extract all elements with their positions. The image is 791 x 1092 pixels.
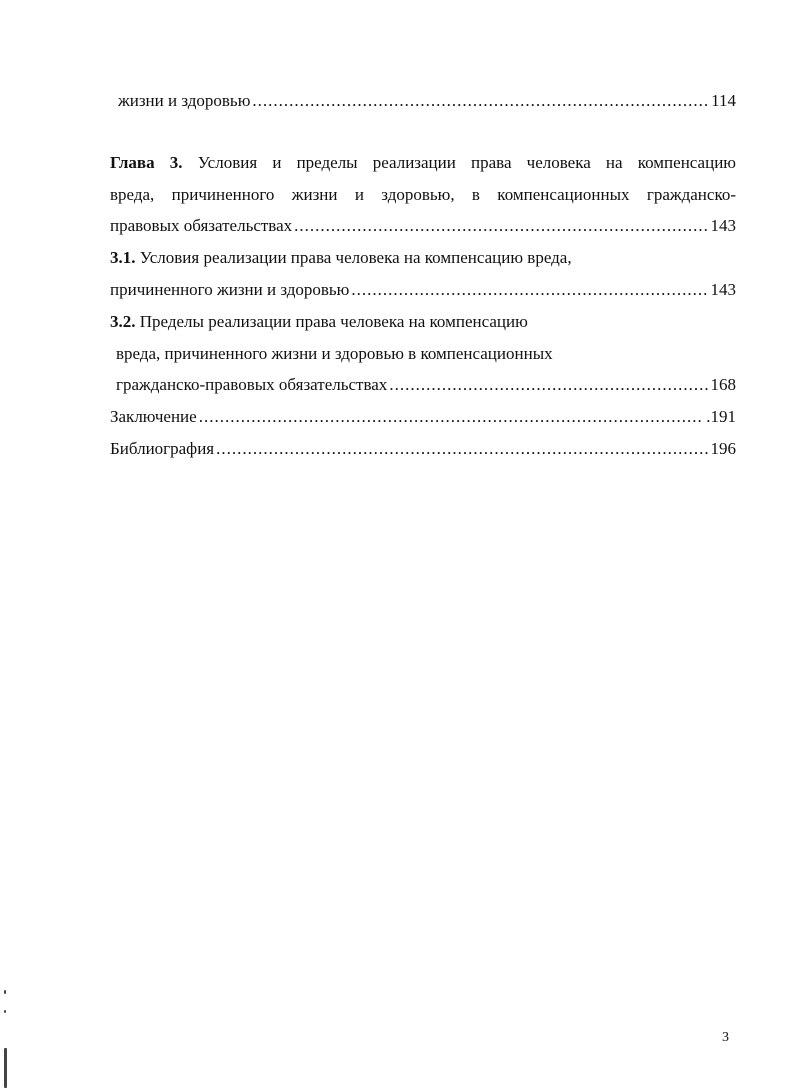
page-number: 3 bbox=[722, 1030, 729, 1045]
chapter-label: Глава 3. bbox=[110, 153, 183, 172]
toc-page-number: 196 bbox=[710, 439, 736, 458]
section-label: 3.1. bbox=[110, 248, 136, 267]
toc-section-3-2-line-1 bbox=[110, 309, 736, 335]
toc-leader-dots bbox=[216, 436, 708, 462]
scan-artifact bbox=[4, 1048, 7, 1088]
toc-leader-dots bbox=[252, 88, 709, 114]
toc-section-3-1-line-2 bbox=[110, 277, 736, 303]
section-title-part-3: гражданско-правовых обязательствах bbox=[116, 375, 388, 394]
toc-section-3-2-line-3 bbox=[116, 372, 736, 398]
toc-entry-bibliography bbox=[110, 436, 736, 462]
scan-artifact bbox=[4, 990, 6, 994]
chapter-title-part-2: вреда, причиненного жизни и здоровью, в компенсационных гражданско- bbox=[110, 185, 736, 204]
chapter-title-part-1: Условия и пределы реализации права человека на компенсацию bbox=[182, 153, 736, 172]
toc-page-number: 114 bbox=[711, 91, 736, 110]
toc-entry-life-health bbox=[118, 88, 736, 114]
section-title-part-2: вреда, причиненного жизни и здоровью в компенсационных bbox=[116, 344, 553, 363]
section-title-part-2: причиненного жизни и здоровью bbox=[110, 280, 350, 299]
toc-leader-dots bbox=[294, 213, 708, 239]
toc-entry-text: жизни и здоровью bbox=[118, 91, 251, 110]
section-title-part-1: Пределы реализации права человека на компенсацию bbox=[135, 312, 528, 331]
toc-page-number: .191 bbox=[706, 407, 736, 426]
section-label: 3.2. bbox=[110, 312, 136, 331]
chapter-title-part-3: правовых обязательствах bbox=[110, 216, 293, 235]
toc-chapter-3-line-2 bbox=[110, 182, 736, 208]
toc-entry-text: Библиография bbox=[110, 439, 215, 458]
toc-chapter-3-line-1 bbox=[110, 150, 736, 176]
toc-page-number: 143 bbox=[710, 216, 736, 235]
toc-page-number: 143 bbox=[710, 280, 736, 299]
toc-section-3-1-line-1 bbox=[110, 245, 736, 271]
section-title-part-1: Условия реализации права человека на компенсацию вреда, bbox=[135, 248, 572, 267]
toc-entry-conclusion bbox=[110, 404, 736, 430]
toc-leader-dots bbox=[351, 277, 708, 303]
scan-artifact bbox=[4, 1010, 6, 1013]
toc-chapter-3-line-3 bbox=[110, 213, 736, 239]
toc-leader-dots bbox=[389, 372, 708, 398]
toc-page-number: 168 bbox=[710, 375, 736, 394]
toc-leader-dots bbox=[199, 404, 705, 430]
toc-section-3-2-line-2 bbox=[116, 341, 742, 367]
toc-entry-text: Заключение bbox=[110, 407, 197, 426]
